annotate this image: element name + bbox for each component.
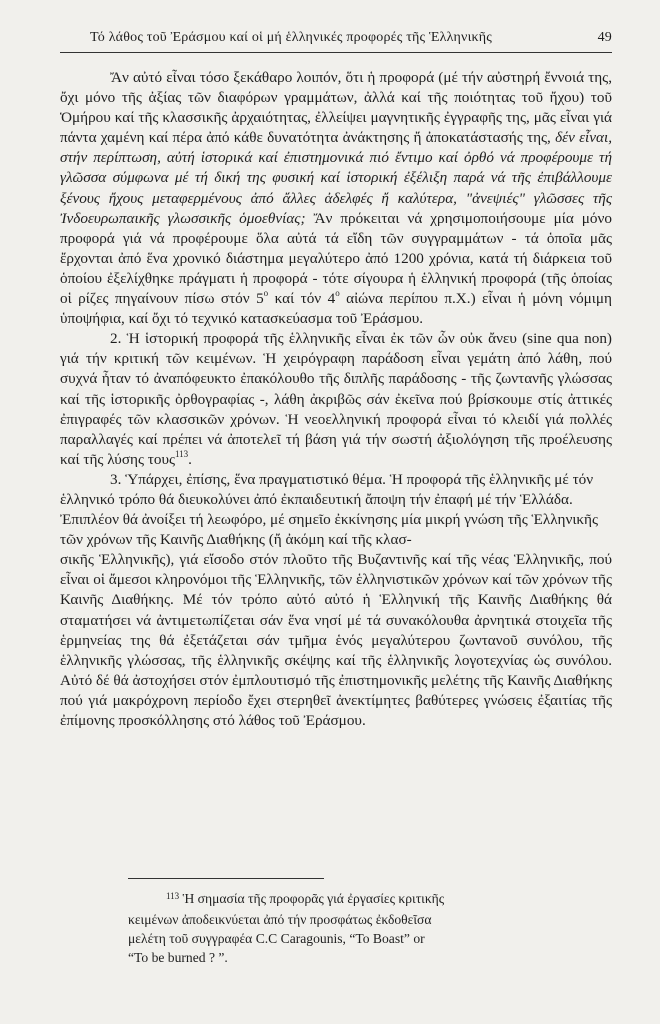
footnote [128,889,448,967]
text-run: καί τόν 4 [268,290,336,308]
text-run: . [188,450,192,468]
paragraph-3 [60,470,612,550]
paragraph-3-continued [60,550,612,731]
footnote-number: 113 [166,891,180,901]
text-run: σικῆς Ἑλληνικῆς), γιά εἴσοδο στόν πλοῦτο τῆς Βυζαντινῆς καί τῆς νέας Ἑλληνικῆς, πού εἶναι οἱ ἄμεσοι κληρονόμοι τῆς Ἑλληνικῆς, τῶν ἑλληνιστικῶν χρόνων καί τῶν χρόνων τῆς Καινῆς Διαθήκης. Μέ τόν τρόπο αὐτό αὐτό ἡ Ἑλληνική τῆς Καινῆς Διαθήκης θά σταματήσει νά ἀντιμετωπίζεται σάν ἕνα νησί μέ τά συνακόλουθα ἀρνητικά στοιχεῖα τῆς ἑρμηνείας της θά ἐξετάζεται σάν τμῆμα ἑνός μεγαλύτερου ζωντανοῦ συνόλου, τῆς ἑλληνικῆς γλώσσας, τῆς ἑλληνικῆς σκέψης καί τῆς ἑλληνικῆς λογοτεχνίας ὡς συνόλου. Αὐτό δέ θά ἀστοχήσει στόν ἐμπλουτισμό τῆς ἐπιστημονικῆς μελέτης τῆς Καινῆς Διαθήκης πού γιά μακρόχρονη περίοδο ἔχει στερηθεῖ ἀνεκτίμητες βαθύτερες γνώσεις ἐξαιτίας τῆς ἐπίμονης προσκόλλησης στό λάθος τοῦ Ἐράσμου. [60,551,612,729]
paragraph-1 [60,68,612,329]
text-run: Ἄν αὐτό εἶναι τόσο ξεκάθαρο λοιπόν, ὅτι ἡ προφορά (μέ τήν αὐστηρή ἔννοιά της, ὄχι μόνο τῆς ἀξίας τῶν διαφόρων γραμμάτων, ἀλλά καί τῆς ποιότητας τοῦ ἤχου) τοῦ Ὁμήρου καί τῆς κλασσικῆς ἀρχαιότητας, ἐλλείψει μαγνητικῆς ἐγγραφῆς της, μᾶς εἶναι γιά πάντα χαμένη καί πέρα ἀπό κάθε δυνατότητα ἀνάκτησης ἤ ἀποκατάστασής της, [60,69,612,147]
text-run: αἰώνα περίπου π.Χ.) εἶναι ἡ μόνη νόμιμη ὑποψήφια, καί ὄχι τό τεχνικό κατασκεύασμα τοῦ Ἐράσμου. [60,290,612,328]
superscript: ο [263,287,269,298]
running-title: Τό λάθος τοῦ Ἐράσμου καί οἱ μή ἑλληνικές προφορές τῆς Ἑλληνικῆς [90,30,493,45]
superscript: ο [335,287,340,298]
paragraph-2 [60,329,612,470]
footnote-text: Ἡ σημασία τῆς προφορᾶς γιά ἐργασίες κριτικῆς κειμένων ἀποδεικνύεται ἀπό τήν προσφάτως ἐκδοθεῖσα μελέτη τοῦ συγγραφέα C.C Caragounis, “To Boast” or “To be burned ? ”. [128,891,445,965]
text-run: 2. Ἡ ἱστορική προφορά τῆς ἑλληνικῆς εἶναι ἐκ τῶν ὧν οὐκ ἄνευ (sine qua non) γιά τήν κριτική τῶν κειμένων. Ἡ χειρόγραφη παράδοση εἶναι γεμάτη ἀπό λάθη, πού συχνά ἦταν τό ἀναπόφευκτο ἐπακόλουθο τῆς διπλῆς παράδοσης - τῆς ζωντανῆς γλώσσας καί τῆς ἱστορικῆς ὀρθογραφίας -, λάθη ἀκριβῶς σάν ἐκεῖνα πού βρίσκουμε στίς ἀττικές ἐπιγραφές τῶν κλασσικῶν χρόνων. Ἡ νεοελληνική προφορά εἶναι τό κλειδί γιά πολλές παραλλαγές καί πρέπει νά ἀποτελεῖ τή βάση γιά τήν σωστή ἀξιολόγηση τῆς προέλευσης καί τῆς λύσης τους [60,330,612,468]
body-text [60,68,612,731]
italic-run: δέν εἶναι, στήν περίπτωση, αὐτή ἱστορικά καί ἐπιστημονικά πιό ἔντιμο καί ὀρθό νά προφέρουμε τή γλῶσσα σύμφωνα μέ τή δική της φυσική καί ἱστορική ἐξέλιξη παρά νά τῆς ἐπιβάλλουμε ξένους ἤχους μεταφερμένους ἀπό ἄλλες ἀδελφές ἤ καλύτερα, "ἀνεψιές" γλῶσσες τῆς Ἰνδοευρωπαικῆς γλωσσικῆς ὁμοεθνίας; [60,129,613,227]
page-number: 49 [597,30,612,45]
text-run: Ἄν πρόκειται νά χρησιμοποιήσουμε μία μόνο προφορά γιά νά προφέρουμε ὅλα αὐτά τά εἴδη τῶν συγγραμμάτων - τά ὁποῖα μᾶς ἔρχονται ἀπό ἕνα χρονικό διάστημα μεγαλύτερο ἀπό 1200 χρόνια, κατά τή διάρκεια τοῦ ὁποίου ἐξελίχθηκε πράγματι ἡ προφορά - τότε σίγουρα ἡ ἑλληνική προφορά (τῆς ὁποίας οἱ ρίζες πηγαίνουν πίσω στόν 5 [60,209,612,308]
footnote-ref: 113 [175,448,189,459]
footnote-rule [128,878,324,879]
header-rule [60,52,612,53]
text-run: 3. Ὑπάρχει, ἐπίσης, ἕνα πραγματιστικό θέμα. Ἡ προφορά τῆς ἑλληνικῆς μέ τόν ἑλληνικό τρόπο θά διευκολύνει ἀπό ἐκπαιδευτική ἄποψη τήν ἐπαφή μέ τήν Ἑλλάδα. Ἐπιπλέον θά ἀνοίξει τή λεωφόρο, μέ σημεῖο ἐκκίνησης μία μικρή γνώση τῆς Ἑλληνικῆς τῶν χρόνων τῆς Καινῆς Διαθήκης (ἤ ἀκόμη καί τῆς κλασ- [60,470,599,549]
